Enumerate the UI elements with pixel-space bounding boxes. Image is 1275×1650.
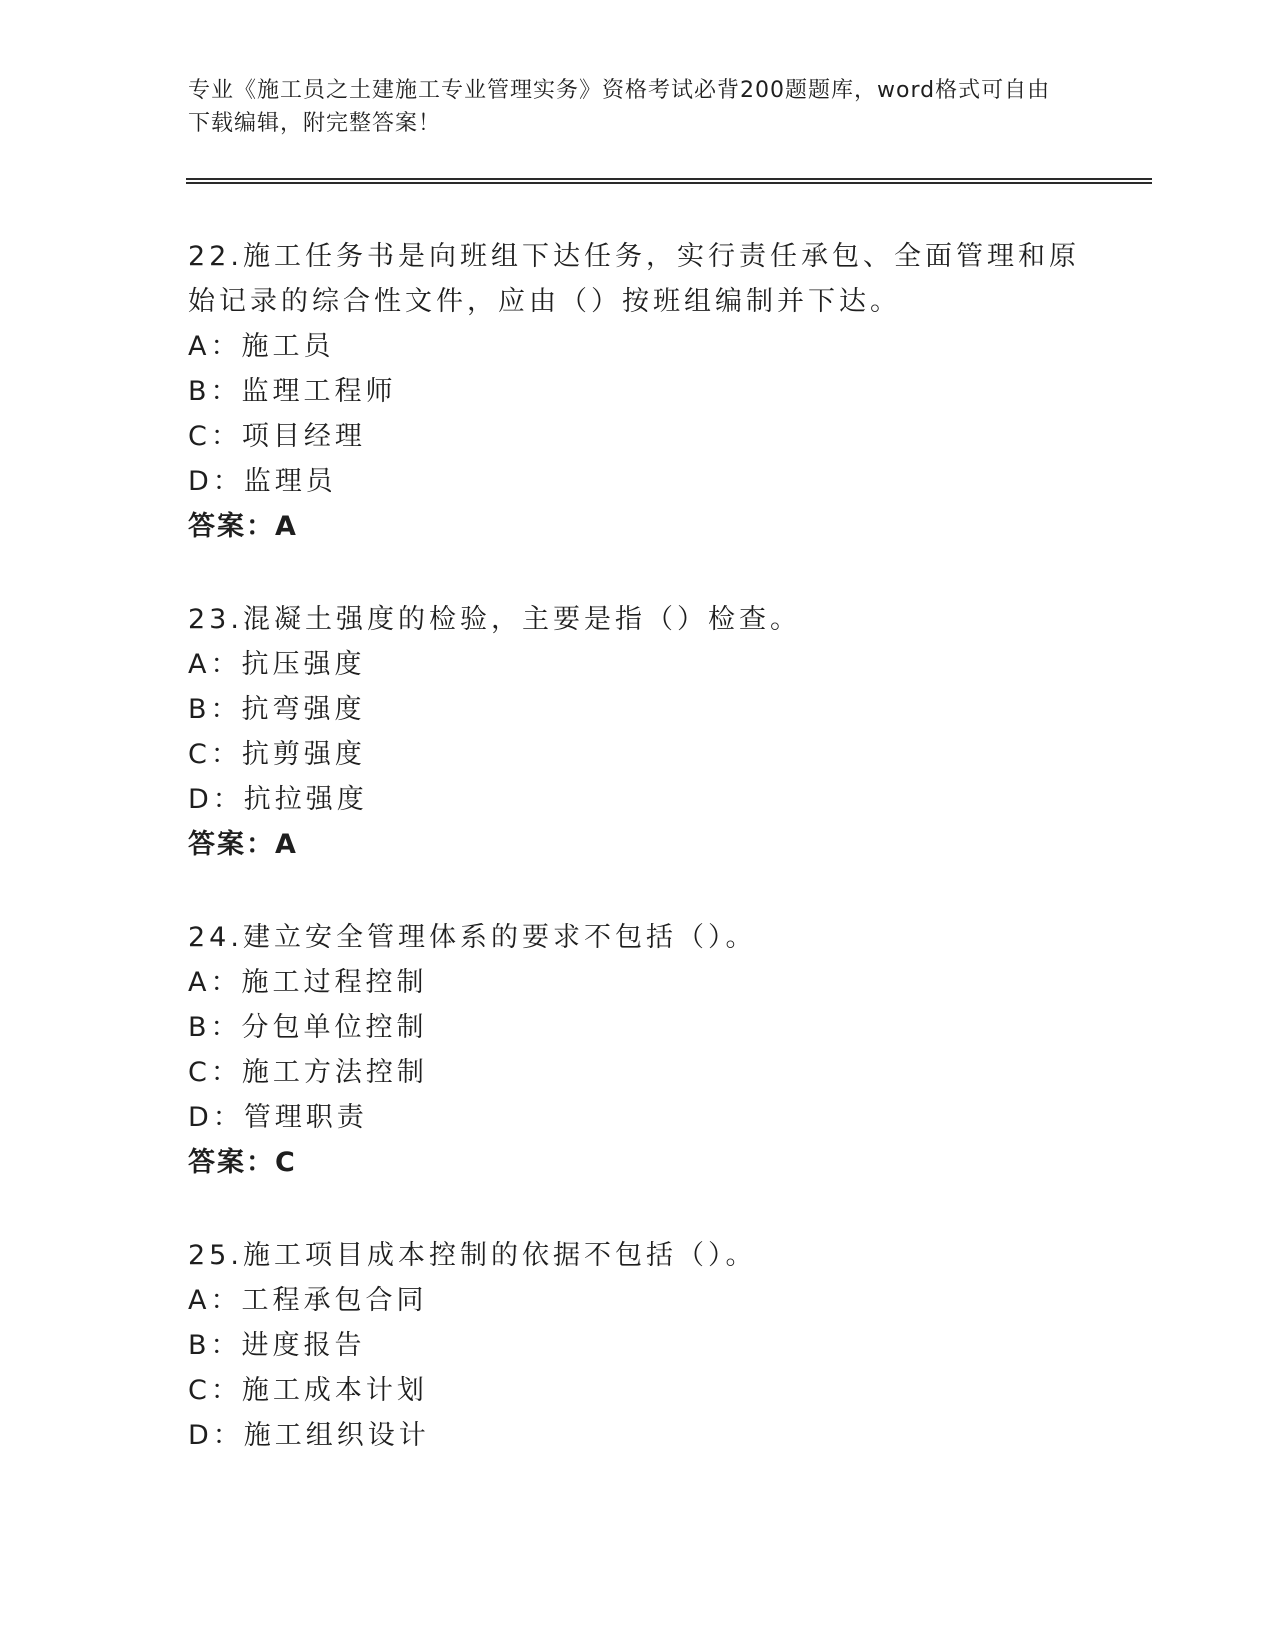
option-a: A：抗压强度 <box>188 649 366 680</box>
option-b: B：监理工程师 <box>188 376 397 407</box>
option-d: D：监理员 <box>188 466 337 497</box>
question-25 <box>188 1233 1088 1458</box>
option-a: A：施工员 <box>188 331 335 362</box>
option-c: C：施工成本计划 <box>188 1375 428 1406</box>
question-stem: 22.施工任务书是向班组下达任务，实行责任承包、全面管理和原始记录的综合性文件，应由（）按班组编制并下达。 <box>188 241 1080 317</box>
option-b: B：抗弯强度 <box>188 694 366 725</box>
question-23 <box>188 597 1088 867</box>
question-stem: 25.施工项目成本控制的依据不包括（）。 <box>188 1240 757 1271</box>
option-b: B：进度报告 <box>188 1330 366 1361</box>
option-d: D：抗拉强度 <box>188 784 368 815</box>
option-c: C：抗剪强度 <box>188 739 366 770</box>
document-header: 专业《施工员之土建施工专业管理实务》资格考试必背200题题库，word格式可自由下载编辑，附完整答案！ <box>188 78 1051 136</box>
answer: 答案：C <box>188 1147 297 1178</box>
option-d: D：管理职责 <box>188 1102 368 1133</box>
option-d: D：施工组织设计 <box>188 1420 430 1451</box>
question-stem: 23.混凝土强度的检验，主要是指（）检查。 <box>188 604 801 635</box>
option-c: C：项目经理 <box>188 421 366 452</box>
option-b: B：分包单位控制 <box>188 1012 428 1043</box>
answer: 答案：A <box>188 829 298 860</box>
option-c: C：施工方法控制 <box>188 1057 428 1088</box>
question-stem: 24.建立安全管理体系的要求不包括（）。 <box>188 922 757 953</box>
option-a: A：施工过程控制 <box>188 967 428 998</box>
header-divider-top <box>186 178 1152 180</box>
question-24 <box>188 915 1088 1185</box>
header-divider-bottom <box>186 182 1152 184</box>
question-22 <box>188 234 1088 549</box>
option-a: A：工程承包合同 <box>188 1285 428 1316</box>
answer: 答案：A <box>188 511 298 542</box>
